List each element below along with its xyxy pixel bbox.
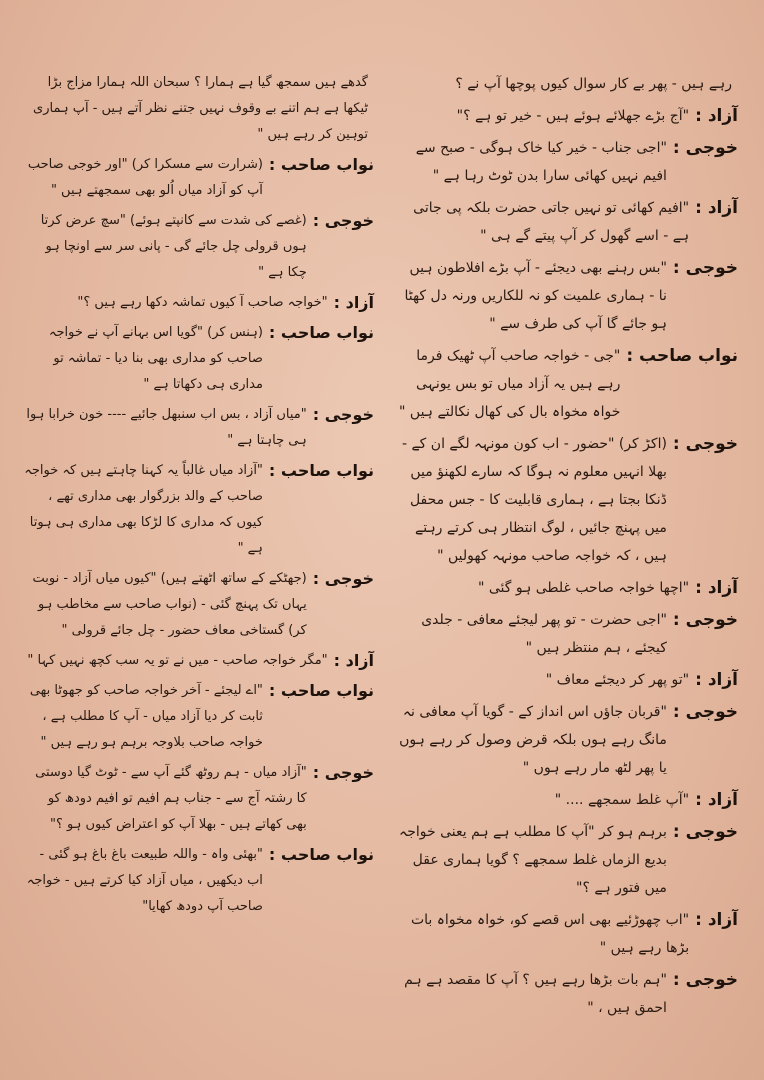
- dialogue-text: "آزاد میاں - ہم روٹھ گئے آپ سے - ٹوٹ گیا دوستی کا رشتہ آج سے - جناب ہم افیم تو افیم دودھ کو بھی کھاتے ہیں - بھلا آپ کو اعتراض کیوں ہو ؟": [35, 765, 307, 832]
- dialogue-text: "اجی حضرت - تو پھر لیجئے معافی - جلدی کیجئے ، ہم منتظر ہیں ": [421, 612, 667, 656]
- dialogue-entry: [398, 102, 738, 130]
- dialogue-text: "آپ غلط سمجھے .... ": [554, 792, 690, 808]
- speaker-name: خوجی :: [672, 258, 738, 278]
- speaker-name: خوجی :: [672, 610, 738, 630]
- speaker-name: خوجی :: [672, 702, 738, 722]
- speaker-name: نواب صاحب :: [268, 155, 374, 174]
- speaker-name: خوجی :: [312, 569, 374, 588]
- speaker-name: نواب صاحب :: [268, 681, 374, 700]
- speaker-name: خوجی :: [672, 434, 738, 454]
- dialogue-entry: [398, 606, 738, 662]
- dialogue-text: "اب چھوڑئیے بھی اس قصے کو، خواہ مخواہ بات بڑھا رہے ہیں ": [410, 912, 690, 956]
- dialogue-entry: [398, 70, 738, 98]
- dialogue-entry: [398, 134, 738, 190]
- speaker-name: آزاد :: [695, 106, 738, 126]
- dialogue-entry: [24, 678, 374, 756]
- left-column: [24, 70, 374, 1050]
- dialogue-text: (جھٹکے کے ساتھ اٹھتے ہیں) "کیوں میاں آزاد - نوبت یہاں تک پہنچ گئی - (نواب صاحب سے مخاطب ہو کر) گستاخی معاف حضور - چل جائے قرولی ": [32, 571, 307, 638]
- speaker-name: خوجی :: [672, 822, 738, 842]
- speaker-name: نواب صاحب :: [268, 461, 374, 480]
- dialogue-entry: [398, 342, 738, 426]
- dialogue-entry: [24, 458, 374, 562]
- dialogue-entry: [398, 194, 738, 250]
- speaker-name: نواب صاحب :: [626, 346, 738, 366]
- speaker-name: آزاد :: [695, 578, 738, 598]
- speaker-name: خوجی :: [672, 138, 738, 158]
- dialogue-entry: [24, 208, 374, 286]
- dialogue-text: "خواجہ صاحب آ کیوں تماشہ دکھا رہے ہیں ؟": [77, 295, 328, 310]
- dialogue-entry: [398, 430, 738, 570]
- dialogue-entry: [398, 966, 738, 1022]
- speaker-name: خوجی :: [312, 763, 374, 782]
- speaker-name: آزاد :: [333, 293, 374, 312]
- dialogue-entry: [398, 906, 738, 962]
- right-column: [398, 70, 738, 1050]
- dialogue-text: "تو پھر کر دیجئے معاف ": [545, 672, 690, 688]
- dialogue-text: (غصے کی شدت سے کانپتے ہوئے) "سچ عرض کرتا ہوں قرولی چل جائے گی - پانی سر سے اونچا ہو چکا ہے ": [40, 213, 307, 280]
- dialogue-entry: [24, 320, 374, 398]
- dialogue-text: (شرارت سے مسکرا کر) "اور خوجی صاحب آپ کو آزاد میاں اُلو بھی سمجھتے ہیں ": [27, 157, 263, 198]
- dialogue-text: "بھئی واہ - واللہ طبیعت باغ باغ ہو گئی - اب دیکھیں ، میاں آزاد کیا کرتے ہیں - خواجہ صاحب آپ دودھ کھایا": [26, 847, 263, 914]
- speaker-name: خوجی :: [312, 405, 374, 424]
- dialogue-text: "جی - خواجہ صاحب آپ ٹھیک فرما رہے ہیں یہ آزاد میاں تو بس یونہی خواہ مخواہ بال کی کھال نکالتے ہیں ": [399, 348, 621, 420]
- dialogue-entry: [24, 70, 374, 148]
- dialogue-entry: [24, 566, 374, 644]
- speaker-name: خوجی :: [672, 970, 738, 990]
- dialogue-entry: [24, 290, 374, 316]
- dialogue-entry: [398, 786, 738, 814]
- speaker-name: نواب صاحب :: [268, 323, 374, 342]
- dialogue-entry: [24, 760, 374, 838]
- dialogue-text: "آج بڑے جھلائے ہوئے ہیں - خیر تو ہے ؟": [456, 108, 690, 124]
- dialogue-entry: [398, 698, 738, 782]
- dialogue-text: "اچھا خواجہ صاحب غلطی ہو گئی ": [477, 580, 690, 596]
- dialogue-text: (اکڑ کر) "حضور - اب کون مونہہ لگے ان کے - بھلا انہیں معلوم نہ ہوگا کہ سارے لکھنؤ میں ڈنکا بجتا ہے ، ہماری قابلیت کا - جس محفل میں پہنچ جائیں ، لوگ انتظار ہی کرتے رہتے ہیں ، کہ خواجہ صاحب مونہہ کھولیں ": [401, 436, 667, 564]
- dialogue-entry: [398, 818, 738, 902]
- dialogue-text: "اے لیجئے - آخر خواجہ صاحب کو جھوٹا بھی ثابت کر دیا آزاد میاں - آپ کا مطلب ہے ، خواجہ صاحب بلاوجہ برہم ہو رہے ہیں ": [29, 683, 263, 750]
- dialogue-entry: [398, 254, 738, 338]
- dialogue-text: "ہم بات بڑھا رہے ہیں ؟ آپ کا مقصد ہے ہم احمق ہیں ، ": [404, 972, 667, 1016]
- speaker-name: خوجی :: [312, 211, 374, 230]
- dialogue-text: (ہنس کر) "گویا اس بہانے آپ نے خواجہ صاحب کو مداری بھی بنا دیا - تماشہ تو مداری ہی دکھاتا ہے ": [48, 325, 263, 392]
- speaker-name: نواب صاحب :: [268, 845, 374, 864]
- dialogue-entry: [24, 648, 374, 674]
- dialogue-entry: [398, 574, 738, 602]
- dialogue-text: "آزاد میاں غالباً یہ کہنا چاہتے ہیں کہ خواجہ صاحب کے والد بزرگوار بھی مداری تھے ، کیوں کہ مداری کا لڑکا بھی مداری ہی ہوتا ہے ": [24, 463, 263, 556]
- dialogue-text: رہے ہیں - پھر بے کار سوال کیوں پوچھا آپ نے ؟: [455, 76, 732, 92]
- speaker-name: آزاد :: [695, 910, 738, 930]
- dialogue-text: "میاں آزاد ، بس اب سنبھل جائیے ---- خون خرابا ہوا ہی چاہتا ہے ": [26, 407, 307, 448]
- dialogue-text: "افیم کھائی تو نہیں جاتی حضرت بلکہ پی جاتی ہے - اسے گھول کر آپ پیتے گے ہی ": [413, 200, 690, 244]
- speaker-name: آزاد :: [695, 198, 738, 218]
- dialogue-text: برہم ہو کر "آپ کا مطلب ہے ہم یعنی خواجہ بدیع الزماں غلط سمجھے ؟ گویا ہماری عقل میں فتور ہے ؟": [398, 824, 667, 896]
- dialogue-entry: [24, 402, 374, 454]
- speaker-name: آزاد :: [695, 670, 738, 690]
- speaker-name: آزاد :: [333, 651, 374, 670]
- dialogue-entry: [24, 152, 374, 204]
- dialogue-text: "بس رہنے بھی دیجئے - آپ بڑے افلاطون ہیں نا - ہماری علمیت کو نہ للکاریں ورنہ دل کھٹا ہو جائے گا آپ کی طرف سے ": [404, 260, 667, 332]
- dialogue-text: "اجی جناب - خیر کیا خاک ہوگی - صبح سے افیم نہیں کھائی سارا بدن ٹوٹ رہا ہے ": [415, 140, 667, 184]
- speaker-name: آزاد :: [695, 790, 738, 810]
- dialogue-text: "مگر خواجہ صاحب - میں نے تو یہ سب کچھ نہیں کہا ": [27, 653, 328, 668]
- dialogue-entry: [24, 842, 374, 920]
- dialogue-text: "قربان جاؤں اس انداز کے - گویا آپ معافی نہ مانگ رہے ہوں بلکہ قرض وصول کر رہے ہوں یا پھر لٹھ مار رہے ہوں ": [399, 704, 667, 776]
- dialogue-text: گدھے ہیں سمجھ گیا ہے ہمارا ؟ سبحان اللہ ہمارا مزاج بڑا ٹیکھا ہے ہم اتنے بے وقوف نہیں جتنے نظر آتے ہیں - آپ ہماری توہین کر رہے ہیں ": [33, 75, 368, 142]
- dialogue-entry: [398, 666, 738, 694]
